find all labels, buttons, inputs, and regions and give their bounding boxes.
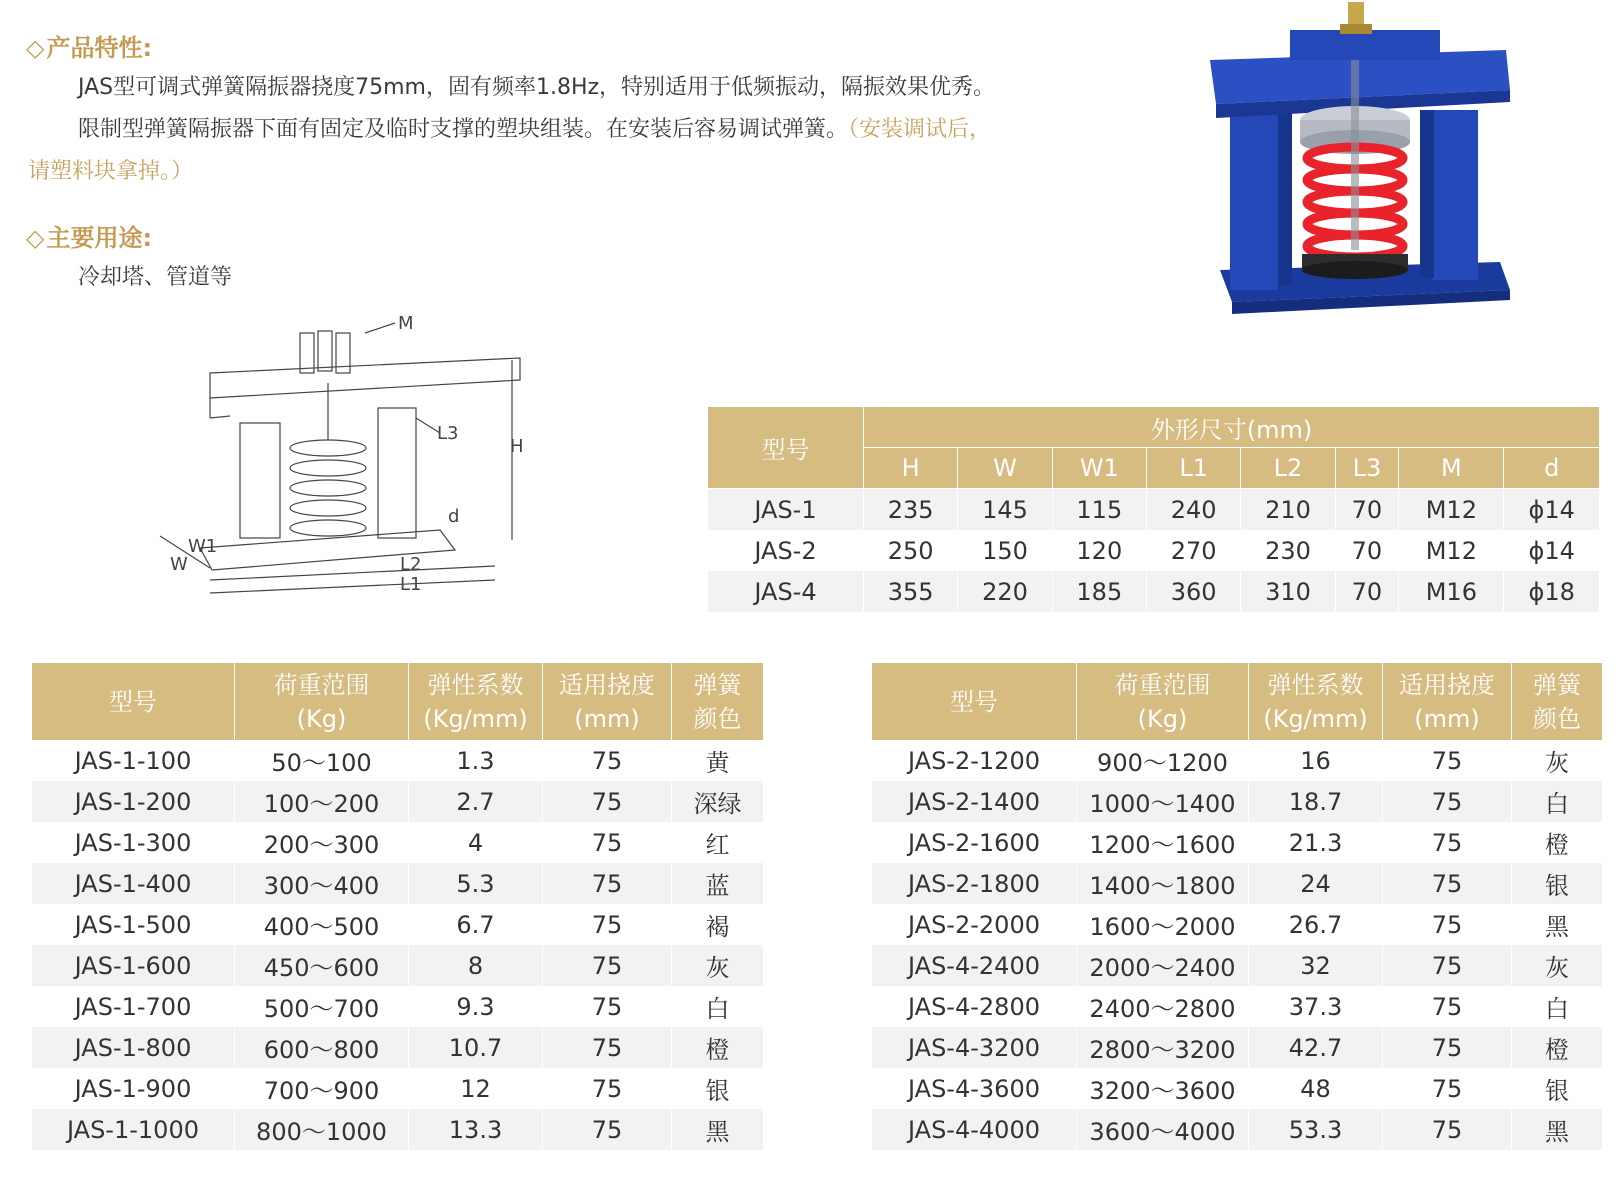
features-line-2 bbox=[78, 112, 991, 143]
table-row bbox=[872, 822, 1603, 863]
table-cell: 2000～2400 bbox=[1077, 945, 1249, 986]
label-d: d bbox=[448, 506, 460, 527]
table-cell: JAS-2-2000 bbox=[872, 904, 1077, 945]
dimensions-table bbox=[708, 407, 1600, 612]
table-cell: 9.3 bbox=[409, 986, 543, 1027]
dim-header-group: 外形尺寸(mm) bbox=[864, 407, 1600, 448]
dim-header-model: 型号 bbox=[708, 407, 864, 489]
header-color-2: 颜色 bbox=[693, 704, 742, 733]
features-line-3 bbox=[28, 154, 193, 185]
table-cell: 355 bbox=[864, 571, 958, 612]
table-cell: JAS-4-4000 bbox=[872, 1109, 1077, 1150]
table-cell: JAS-4-3600 bbox=[872, 1068, 1077, 1109]
dim-col-w1: W1 bbox=[1052, 448, 1146, 489]
usage-title-text: 主要用途: bbox=[46, 224, 153, 252]
table-cell: JAS-1-600 bbox=[32, 945, 235, 986]
table-cell: 银 bbox=[1512, 1068, 1603, 1109]
header-load-2: (Kg) bbox=[296, 704, 347, 733]
table-cell: JAS-1-1000 bbox=[32, 1109, 235, 1150]
header-stiff-1: 弹性系数 bbox=[427, 670, 524, 699]
table-cell: 70 bbox=[1335, 571, 1399, 612]
table-cell: 75 bbox=[543, 945, 672, 986]
table-cell: 900～1200 bbox=[1077, 740, 1249, 781]
product-photo bbox=[1210, 0, 1520, 340]
dim-col-l3: L3 bbox=[1335, 448, 1399, 489]
table-cell: 2800～3200 bbox=[1077, 1027, 1249, 1068]
table-row bbox=[872, 740, 1603, 781]
table-cell: JAS-4-2800 bbox=[872, 986, 1077, 1027]
table-cell: JAS-1-100 bbox=[32, 740, 235, 781]
header-defl-2: (mm) bbox=[574, 704, 640, 733]
table-cell: 75 bbox=[1383, 904, 1512, 945]
table-cell: 白 bbox=[1512, 781, 1603, 822]
table-cell: JAS-2-1400 bbox=[872, 781, 1077, 822]
load-table-right bbox=[872, 663, 1603, 1150]
table-cell: 145 bbox=[958, 489, 1052, 531]
table-cell: 75 bbox=[1383, 1068, 1512, 1109]
table-cell: 37.3 bbox=[1249, 986, 1383, 1027]
table-row bbox=[872, 781, 1603, 822]
table-cell: 120 bbox=[1052, 530, 1146, 571]
table-cell: 210 bbox=[1241, 489, 1335, 531]
features-title bbox=[26, 28, 152, 63]
table-cell: JAS-4-2400 bbox=[872, 945, 1077, 986]
features-line-1: JAS型可调式弹簧隔振器挠度75mm，固有频率1.8Hz，特别适用于低频振动，隔振效果优秀。 bbox=[78, 75, 996, 100]
table-cell: 32 bbox=[1249, 945, 1383, 986]
table-cell: 150 bbox=[958, 530, 1052, 571]
table-cell: M16 bbox=[1399, 571, 1504, 612]
table-cell: ϕ14 bbox=[1504, 489, 1600, 531]
header-defl-2: (mm) bbox=[1414, 704, 1480, 733]
table-row bbox=[872, 945, 1603, 986]
table-row bbox=[708, 489, 1600, 531]
table-cell: 75 bbox=[1383, 863, 1512, 904]
table-cell: 橙 bbox=[1512, 1027, 1603, 1068]
table-row bbox=[32, 1068, 764, 1109]
table-cell: 黑 bbox=[1512, 1109, 1603, 1150]
table-cell: JAS-2-1600 bbox=[872, 822, 1077, 863]
table-cell: 4 bbox=[409, 822, 543, 863]
table-cell: 黑 bbox=[1512, 904, 1603, 945]
header-load bbox=[1077, 663, 1249, 740]
table-cell: JAS-2-1800 bbox=[872, 863, 1077, 904]
table-cell: 黑 bbox=[672, 1109, 764, 1150]
table-cell: 270 bbox=[1146, 530, 1240, 571]
header-model: 型号 bbox=[872, 663, 1077, 740]
table-row bbox=[32, 986, 764, 1027]
table-cell: 24 bbox=[1249, 863, 1383, 904]
table-cell: 75 bbox=[543, 904, 672, 945]
table-cell: 75 bbox=[543, 1068, 672, 1109]
features-title-text: 产品特性: bbox=[46, 34, 153, 62]
table-cell: JAS-2-1200 bbox=[872, 740, 1077, 781]
table-cell: 75 bbox=[1383, 945, 1512, 986]
table-cell: 400～500 bbox=[235, 904, 409, 945]
table-cell: 75 bbox=[1383, 740, 1512, 781]
table-cell: 230 bbox=[1241, 530, 1335, 571]
table-cell: 53.3 bbox=[1249, 1109, 1383, 1150]
table-cell: 1200～1600 bbox=[1077, 822, 1249, 863]
dim-col-l1: L1 bbox=[1146, 448, 1240, 489]
table-cell: 白 bbox=[1512, 986, 1603, 1027]
table-cell: 450～600 bbox=[235, 945, 409, 986]
table-cell: JAS-2 bbox=[708, 530, 864, 571]
header-deflection bbox=[543, 663, 672, 740]
table-cell: 红 bbox=[672, 822, 764, 863]
table-cell: 26.7 bbox=[1249, 904, 1383, 945]
table-row bbox=[872, 1068, 1603, 1109]
table-cell: JAS-4-3200 bbox=[872, 1027, 1077, 1068]
features-note-2: 请塑料块拿掉。） bbox=[28, 159, 194, 184]
table-cell: 灰 bbox=[1512, 945, 1603, 986]
table-row bbox=[872, 986, 1603, 1027]
header-spring-color bbox=[1512, 663, 1603, 740]
table-cell: 白 bbox=[672, 986, 764, 1027]
table-cell: 70 bbox=[1335, 489, 1399, 531]
table-cell: 185 bbox=[1052, 571, 1146, 612]
table-cell: 深绿 bbox=[672, 781, 764, 822]
table-cell: 2400～2800 bbox=[1077, 986, 1249, 1027]
table-cell: M12 bbox=[1399, 489, 1504, 531]
table-cell: 1600～2000 bbox=[1077, 904, 1249, 945]
table-row bbox=[708, 571, 1600, 612]
table-cell: 360 bbox=[1146, 571, 1240, 612]
table-cell: 100～200 bbox=[235, 781, 409, 822]
label-w: W bbox=[170, 554, 188, 575]
table-cell: 300～400 bbox=[235, 863, 409, 904]
table-row bbox=[872, 863, 1603, 904]
label-m: M bbox=[398, 313, 414, 334]
table-cell: 银 bbox=[1512, 863, 1603, 904]
header-load-1: 荷重范围 bbox=[1114, 670, 1211, 699]
header-stiff-1: 弹性系数 bbox=[1267, 670, 1364, 699]
table-cell: 115 bbox=[1052, 489, 1146, 531]
table-cell: 240 bbox=[1146, 489, 1240, 531]
table-cell: 700～900 bbox=[235, 1068, 409, 1109]
table-row bbox=[872, 904, 1603, 945]
table-cell: 75 bbox=[1383, 1027, 1512, 1068]
table-cell: 220 bbox=[958, 571, 1052, 612]
table-cell: 50～100 bbox=[235, 740, 409, 781]
table-row bbox=[708, 530, 1600, 571]
diamond-icon: ◇ bbox=[26, 34, 45, 62]
table-cell: JAS-1-400 bbox=[32, 863, 235, 904]
table-cell: 黄 bbox=[672, 740, 764, 781]
table-cell: 橙 bbox=[672, 1027, 764, 1068]
table-cell: 75 bbox=[543, 1027, 672, 1068]
dim-col-h: H bbox=[864, 448, 958, 489]
table-cell: 1.3 bbox=[409, 740, 543, 781]
table-row bbox=[32, 904, 764, 945]
header-defl-1: 适用挠度 bbox=[559, 670, 655, 699]
table-cell: 75 bbox=[1383, 822, 1512, 863]
table-cell: 75 bbox=[1383, 1109, 1512, 1150]
features-line-2-text: 限制型弹簧隔振器下面有固定及临时支撑的塑块组装。在安装后容易调试弹簧。 bbox=[78, 117, 849, 142]
header-defl-1: 适用挠度 bbox=[1399, 670, 1495, 699]
label-l2: L2 bbox=[400, 554, 422, 575]
table-cell: 75 bbox=[543, 986, 672, 1027]
table-row bbox=[32, 1027, 764, 1068]
table-cell: 75 bbox=[1383, 986, 1512, 1027]
table-cell: 75 bbox=[543, 1109, 672, 1150]
table-cell: 235 bbox=[864, 489, 958, 531]
header-load bbox=[235, 663, 409, 740]
table-cell: 70 bbox=[1335, 530, 1399, 571]
table-cell: 42.7 bbox=[1249, 1027, 1383, 1068]
table-cell: JAS-1-900 bbox=[32, 1068, 235, 1109]
table-cell: 200～300 bbox=[235, 822, 409, 863]
table-cell: ϕ14 bbox=[1504, 530, 1600, 571]
label-w1: W1 bbox=[188, 536, 218, 557]
table-cell: 褐 bbox=[672, 904, 764, 945]
dim-col-w: W bbox=[958, 448, 1052, 489]
table-cell: JAS-1-700 bbox=[32, 986, 235, 1027]
table-cell: 1400～1800 bbox=[1077, 863, 1249, 904]
label-l3: L3 bbox=[437, 423, 459, 444]
table-cell: 75 bbox=[1383, 781, 1512, 822]
table-cell: 12 bbox=[409, 1068, 543, 1109]
header-spring-color bbox=[672, 663, 764, 740]
diamond-icon: ◇ bbox=[26, 224, 45, 252]
table-row bbox=[32, 822, 764, 863]
table-cell: 75 bbox=[543, 781, 672, 822]
load-table-left bbox=[32, 663, 764, 1150]
table-row bbox=[32, 740, 764, 781]
table-cell: 银 bbox=[672, 1068, 764, 1109]
table-cell: 800～1000 bbox=[235, 1109, 409, 1150]
header-stiffness bbox=[409, 663, 543, 740]
table-cell: 18.7 bbox=[1249, 781, 1383, 822]
table-cell: 5.3 bbox=[409, 863, 543, 904]
header-color-1: 弹簧 bbox=[1533, 670, 1581, 699]
table-cell: JAS-1 bbox=[708, 489, 864, 531]
dimension-drawing bbox=[150, 313, 550, 628]
table-cell: 75 bbox=[543, 740, 672, 781]
label-l1: L1 bbox=[400, 574, 422, 595]
table-cell: M12 bbox=[1399, 530, 1504, 571]
table-cell: 橙 bbox=[1512, 822, 1603, 863]
label-h: H bbox=[510, 436, 524, 457]
header-stiff-2: (Kg/mm) bbox=[423, 704, 528, 733]
table-cell: 1000～1400 bbox=[1077, 781, 1249, 822]
table-cell: 48 bbox=[1249, 1068, 1383, 1109]
header-stiffness bbox=[1249, 663, 1383, 740]
table-cell: 600～800 bbox=[235, 1027, 409, 1068]
table-cell: 500～700 bbox=[235, 986, 409, 1027]
dim-col-l2: L2 bbox=[1241, 448, 1335, 489]
header-load-1: 荷重范围 bbox=[273, 670, 370, 699]
usage-text: 冷却塔、管道等 bbox=[78, 265, 233, 290]
dim-col-m: M bbox=[1399, 448, 1504, 489]
table-cell: JAS-1-500 bbox=[32, 904, 235, 945]
header-stiff-2: (Kg/mm) bbox=[1263, 704, 1368, 733]
header-color-2: 颜色 bbox=[1533, 704, 1581, 733]
table-cell: JAS-1-200 bbox=[32, 781, 235, 822]
header-model: 型号 bbox=[32, 663, 235, 740]
table-row bbox=[32, 945, 764, 986]
usage-title bbox=[26, 218, 152, 253]
table-row bbox=[872, 1109, 1603, 1150]
table-row bbox=[872, 1027, 1603, 1068]
table-cell: 3200～3600 bbox=[1077, 1068, 1249, 1109]
table-cell: 13.3 bbox=[409, 1109, 543, 1150]
table-cell: 蓝 bbox=[672, 863, 764, 904]
table-cell: 灰 bbox=[672, 945, 764, 986]
header-deflection bbox=[1383, 663, 1512, 740]
header-color-1: 弹簧 bbox=[693, 670, 742, 699]
table-cell: 75 bbox=[543, 863, 672, 904]
table-row bbox=[32, 1109, 764, 1150]
features-note-1: （安装调试后， bbox=[848, 117, 992, 142]
table-row bbox=[32, 863, 764, 904]
table-cell: 75 bbox=[543, 822, 672, 863]
table-cell: 16 bbox=[1249, 740, 1383, 781]
load-table-left-body bbox=[32, 740, 764, 1150]
table-cell: 8 bbox=[409, 945, 543, 986]
table-cell: ϕ18 bbox=[1504, 571, 1600, 612]
dim-col-d: d bbox=[1504, 448, 1600, 489]
table-cell: JAS-1-800 bbox=[32, 1027, 235, 1068]
table-cell: 310 bbox=[1241, 571, 1335, 612]
table-cell: 灰 bbox=[1512, 740, 1603, 781]
table-cell: 21.3 bbox=[1249, 822, 1383, 863]
table-cell: 6.7 bbox=[409, 904, 543, 945]
table-cell: JAS-4 bbox=[708, 571, 864, 612]
table-cell: JAS-1-300 bbox=[32, 822, 235, 863]
table-row bbox=[32, 781, 764, 822]
table-cell: 3600～4000 bbox=[1077, 1109, 1249, 1150]
header-load-2: (Kg) bbox=[1137, 704, 1188, 733]
table-cell: 10.7 bbox=[409, 1027, 543, 1068]
table-cell: 2.7 bbox=[409, 781, 543, 822]
table-cell: 250 bbox=[864, 530, 958, 571]
load-table-right-body bbox=[872, 740, 1603, 1150]
